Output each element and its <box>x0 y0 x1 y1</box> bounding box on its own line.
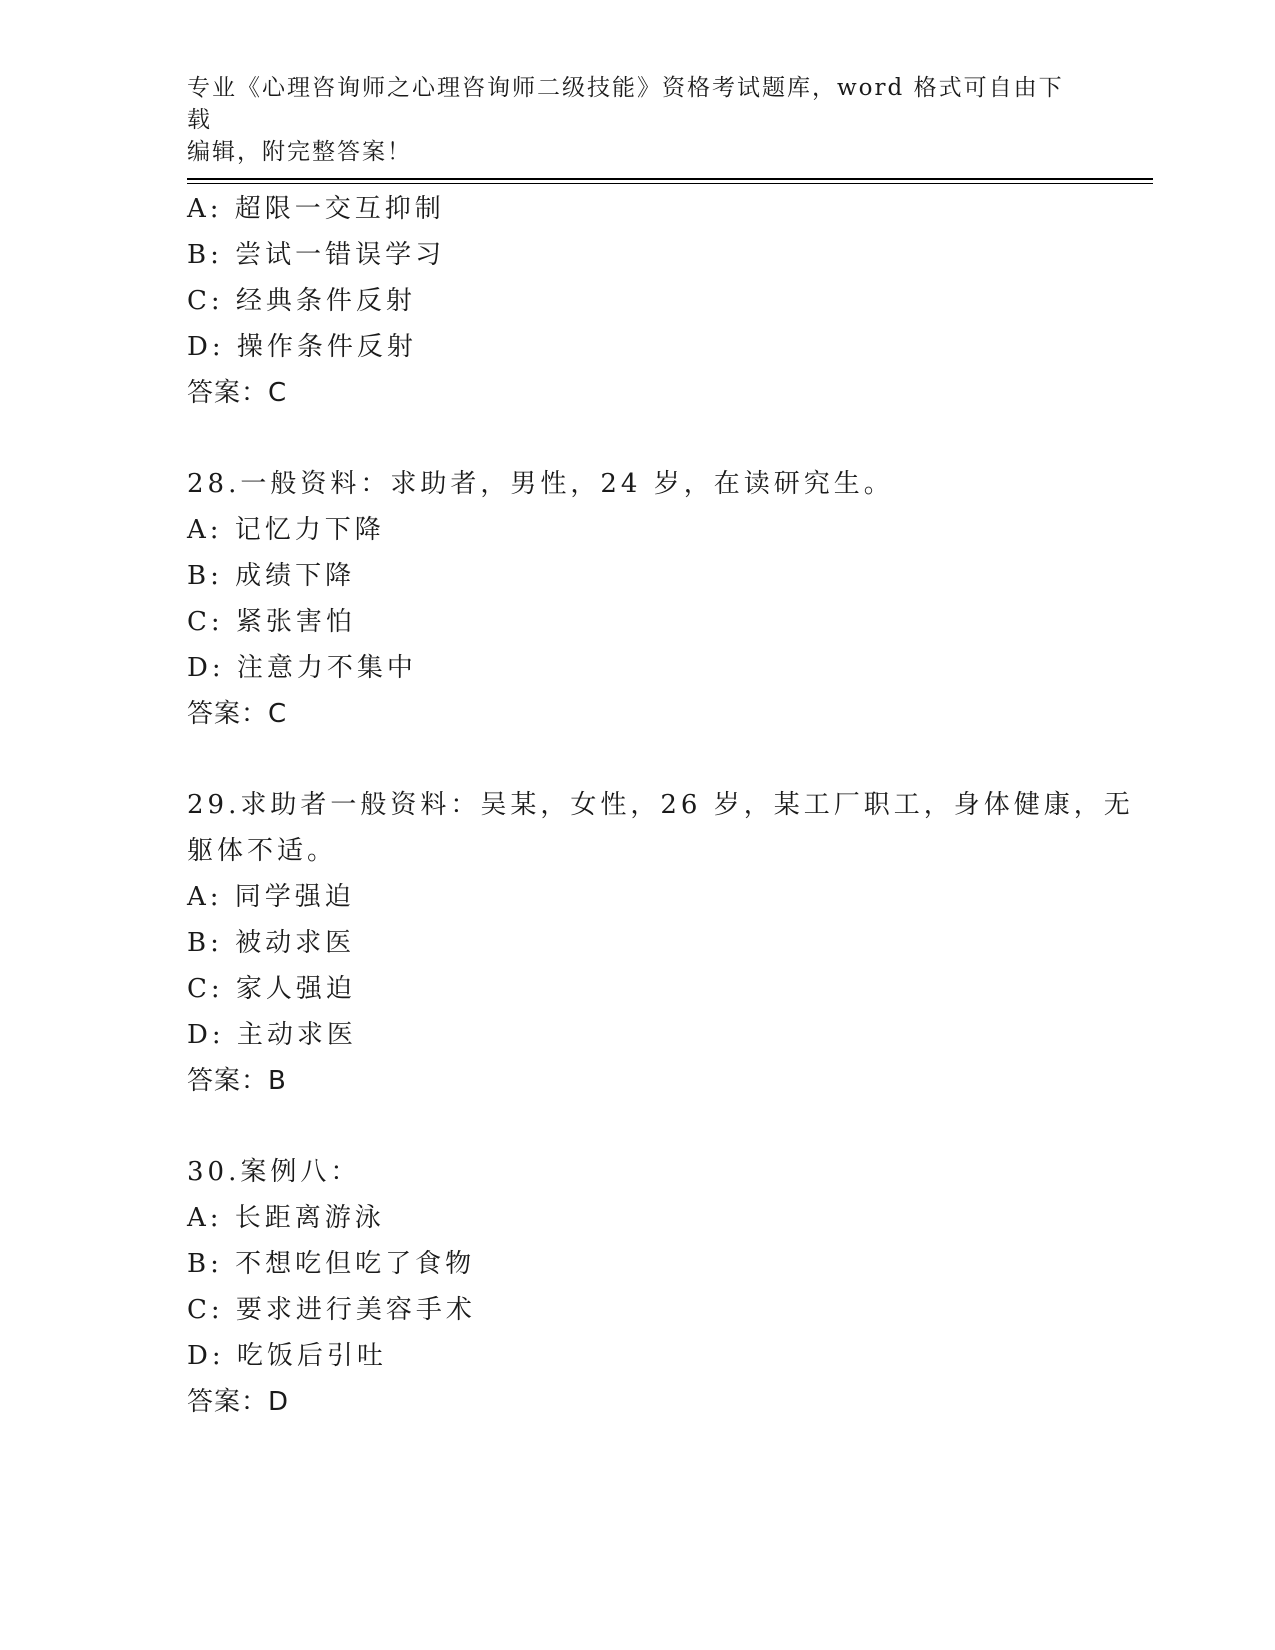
option-d: D: 操作条件反射 <box>187 332 417 362</box>
header-line-1: 专业《心理咨询师之心理咨询师二级技能》资格考试题库，word 格式可自由下载 <box>187 75 1064 133</box>
spacer <box>187 737 1153 782</box>
question-block-28 <box>187 461 1153 737</box>
question-text: 28.一般资料：求助者，男性，24 岁，在读研究生。 <box>187 469 894 499</box>
question-text-line-1: 29.求助者一般资料：吴某，女性，26 岁，某工厂职工，身体健康，无 <box>187 790 1134 820</box>
option-a: A: 长距离游泳 <box>187 1203 385 1233</box>
document-header <box>187 72 1087 168</box>
spacer <box>187 1104 1153 1149</box>
question-text: 30.案例八： <box>187 1157 361 1187</box>
option-a: A: 超限一交互抑制 <box>187 194 445 224</box>
header-line-2: 编辑，附完整答案！ <box>187 139 412 165</box>
answer-line: 答案：C <box>187 699 288 729</box>
option-a: A: 同学强迫 <box>187 882 355 912</box>
option-a: A: 记忆力下降 <box>187 515 385 545</box>
question-block-30 <box>187 1149 1153 1425</box>
question-block-29 <box>187 782 1153 1104</box>
option-d: D: 吃饭后引吐 <box>187 1341 387 1371</box>
header-divider-thick <box>187 178 1153 180</box>
option-d: D: 注意力不集中 <box>187 653 417 683</box>
question-block-27 <box>187 186 1153 416</box>
option-c: C: 紧张害怕 <box>187 607 356 637</box>
option-d: D: 主动求医 <box>187 1020 357 1050</box>
question-text-line-2: 躯体不适。 <box>187 836 338 866</box>
answer-line: 答案：C <box>187 378 288 408</box>
answer-line: 答案：D <box>187 1387 290 1417</box>
option-b: B: 被动求医 <box>187 928 356 958</box>
option-c: C: 家人强迫 <box>187 974 356 1004</box>
option-b: B: 不想吃但吃了食物 <box>187 1249 476 1279</box>
option-c: C: 经典条件反射 <box>187 286 416 316</box>
option-b: B: 尝试一错误学习 <box>187 240 446 270</box>
option-c: C: 要求进行美容手术 <box>187 1295 476 1325</box>
question-list <box>187 186 1153 1425</box>
header-divider-thin <box>187 183 1153 184</box>
spacer <box>187 416 1153 461</box>
answer-line: 答案：B <box>187 1066 287 1096</box>
option-b: B: 成绩下降 <box>187 561 356 591</box>
